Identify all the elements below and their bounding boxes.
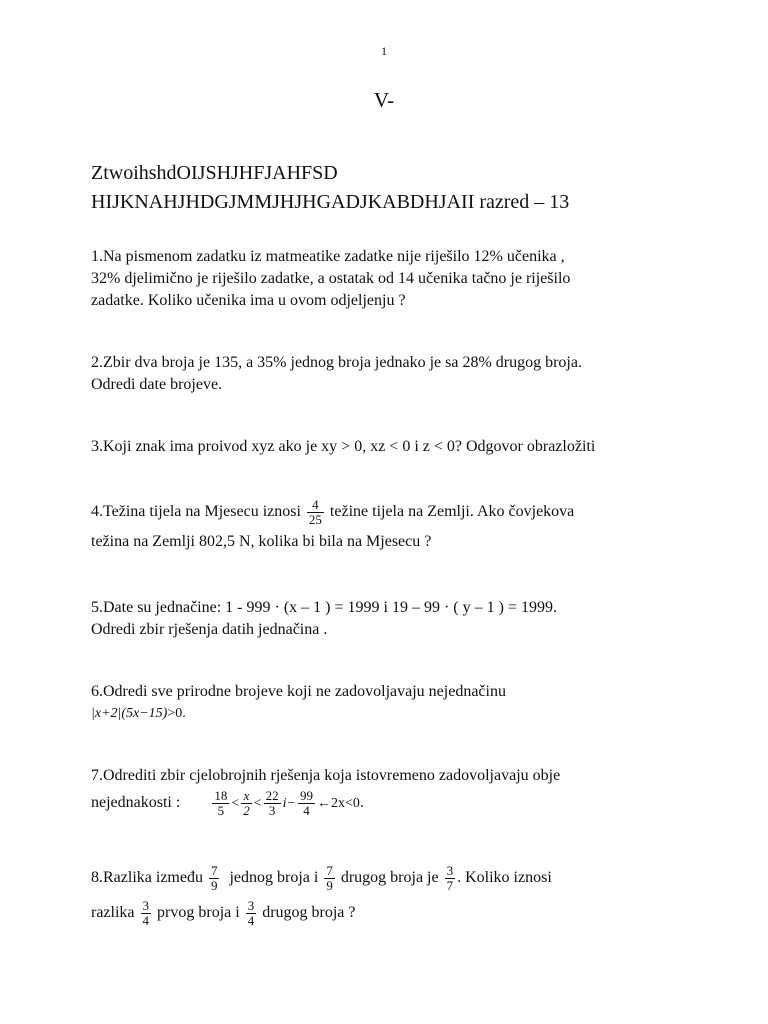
fraction-denominator: 7	[446, 878, 454, 893]
fraction-denominator: 9	[210, 878, 218, 893]
fraction-numerator: 4	[307, 498, 324, 513]
inequality-tail: ←2x<0	[316, 796, 360, 812]
question-4-line-1	[91, 498, 574, 527]
fraction-4-25	[307, 498, 324, 527]
question-7	[91, 765, 560, 818]
question-7-pre: nejednakosti :	[91, 794, 181, 812]
question-5	[91, 597, 557, 641]
question-8-text-5: drugog broja ?	[262, 904, 356, 922]
title-line-2: HIJKNAHJHDGJMMJHJHGADJKABDHJAII razred – 13	[91, 191, 570, 213]
question-8-text-4: prvog broja i	[157, 904, 240, 922]
question-1	[91, 246, 570, 312]
question-7-line-1: 7.Odrediti zbir cjelobrojnih rješenja koja istovremeno zadovoljavaju obje	[91, 767, 561, 784]
question-8-line-2-pre: razlika	[91, 904, 135, 922]
question-4	[91, 498, 574, 553]
question-3	[91, 436, 595, 458]
fraction-numerator: 3	[247, 898, 255, 913]
fraction-denominator: 3	[268, 803, 276, 818]
fraction-denominator: 9	[326, 878, 333, 893]
question-8-pre: 8.Razlika između	[91, 869, 203, 887]
question-6-inequality	[91, 703, 506, 725]
question-4-post: težine tijela na Zemlji. Ako čovjekova	[329, 503, 575, 521]
question-8-text-2: drugog broja je	[340, 869, 439, 887]
question-8-text-1: jednog broja i	[229, 869, 319, 887]
question-6	[91, 681, 506, 725]
question-4-line-2: težina na Zemlji 802,5 N, kolika bi bila na Mjesecu ?	[91, 533, 432, 550]
question-8-line-1	[91, 864, 552, 893]
fraction-3-4-a	[141, 899, 152, 928]
fraction-denominator: 5	[217, 803, 225, 818]
inequality-end: .	[359, 794, 364, 812]
fraction-denominator: 4	[142, 913, 150, 928]
less-than-sign: <	[231, 796, 240, 812]
inequality-end: .	[182, 706, 186, 721]
inequality-compare: >0	[167, 706, 183, 721]
question-8	[91, 864, 552, 928]
question-1-line-3: zadatke. Koliko učenika ima u ovom odjeljenju ?	[91, 292, 406, 309]
fraction-7-9-b	[324, 864, 335, 893]
question-8-line-2	[91, 899, 552, 928]
question-7-line-2	[91, 789, 560, 818]
page-heading: V-	[373, 88, 395, 112]
question-4-pre: 4.Težina tijela na Mjesecu iznosi	[91, 503, 301, 521]
fraction-numerator: 3	[446, 863, 454, 878]
question-8-text-3: . Koliko iznosi	[457, 869, 552, 887]
inequality-mid: i−	[282, 796, 296, 812]
fraction-numerator: 99	[299, 788, 313, 803]
inequality-abs-part: |x+2|	[91, 706, 122, 721]
fraction-7-9-a	[209, 864, 220, 893]
fraction-denominator: 4	[303, 803, 310, 818]
question-5-line-1: 5.Date su jednačine: 1 - 999 · (x – 1 ) = 1999 i 19 – 99 · ( y – 1 ) = 1999.	[91, 599, 557, 616]
question-6-line-1: 6.Odredi sve prirodne brojeve koji ne zadovoljavaju nejednačinu	[91, 683, 506, 700]
less-than-sign: <	[253, 796, 262, 812]
fraction-99-4	[298, 789, 315, 818]
fraction-numerator: 3	[142, 898, 150, 913]
question-2	[91, 352, 582, 396]
fraction-22-3	[264, 789, 281, 818]
fraction-18-5	[212, 789, 229, 818]
inequality-paren-part: (5x−15)	[121, 706, 168, 721]
fraction-x-2	[241, 789, 252, 818]
page-number: 1	[381, 44, 387, 58]
fraction-denominator: 4	[247, 913, 255, 928]
question-1-line-2: 32% djelimično je riješilo zadatke, a ostatak od 14 učenika tačno je riješilo	[91, 270, 571, 287]
question-2-line-2: Odredi date brojeve.	[91, 376, 223, 393]
title-line-1: ZtwoihshdOIJSHJHFJAHFSD	[91, 162, 338, 184]
fraction-denominator: 2	[243, 803, 250, 818]
fraction-3-4-b	[246, 899, 257, 928]
question-1-line-1: 1.Na pismenom zadatku iz matmeatike zadatke nije riješilo 12% učenika ,	[91, 248, 565, 265]
fraction-numerator: 22	[265, 788, 279, 803]
question-2-line-1: 2.Zbir dva broja je 135, a 35% jednog broja jednako je sa 28% drugog broja.	[91, 354, 582, 371]
fraction-numerator: 18	[214, 788, 228, 803]
question-3-line-1: 3.Koji znak ima proivod xyz ako je xy > 0, xz < 0 i z < 0? Odgovor obrazložiti	[91, 438, 596, 455]
fraction-denominator: 25	[308, 512, 322, 527]
fraction-3-7	[445, 864, 456, 893]
fraction-numerator: x	[241, 789, 252, 804]
fraction-numerator: 7	[326, 863, 333, 878]
fraction-numerator: 7	[210, 863, 218, 878]
question-5-line-2: Odredi zbir rješenja datih jednačina .	[91, 621, 328, 638]
